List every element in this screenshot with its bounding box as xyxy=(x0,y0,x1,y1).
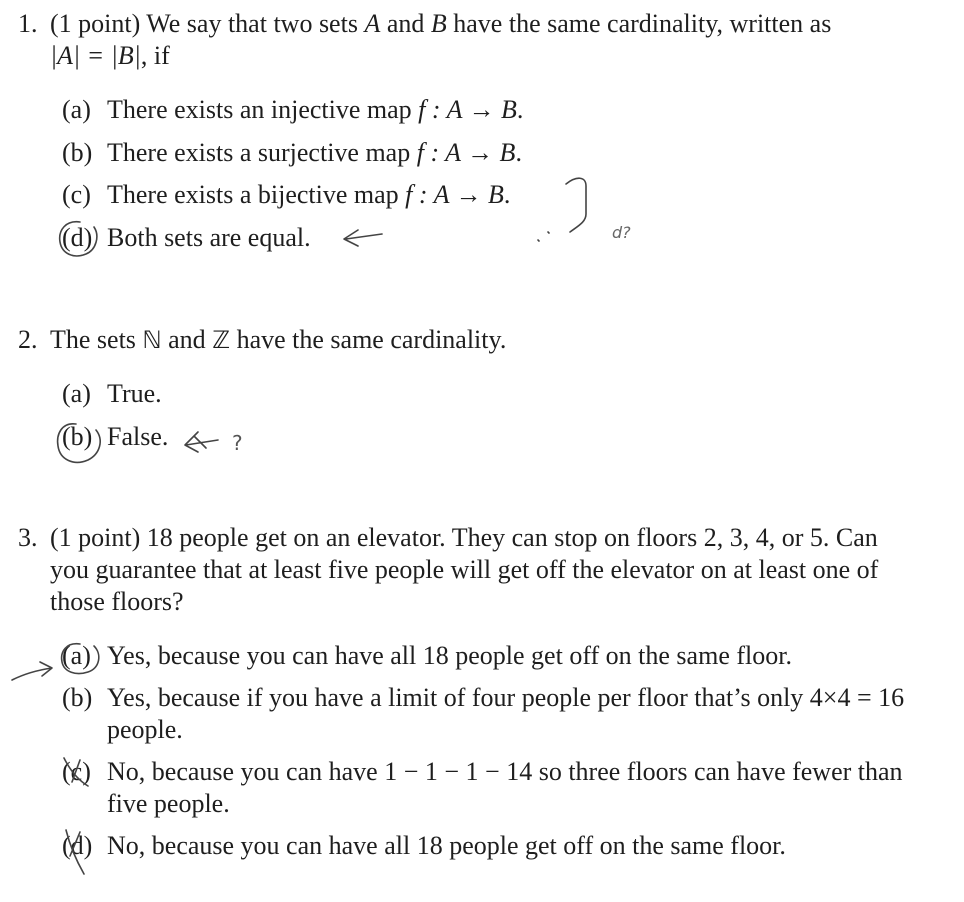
question-text: The sets ℕ and ℤ have the same cardinality. xyxy=(50,325,507,354)
q1-option-a[interactable]: (a) There exists an injective map f : A → B. xyxy=(62,95,524,124)
handwritten-side-note: d? xyxy=(612,223,631,242)
q3-option-a[interactable]: (a) Yes, because you can have all 18 people get off on the same floor. xyxy=(62,641,792,670)
option-label: (a) xyxy=(62,95,91,124)
q3-option-b[interactable]: (b) Yes, because if you have a limit of four people per floor that’s only 4×4 = 16 people. xyxy=(62,683,905,744)
integers-symbol: ℤ xyxy=(212,326,231,354)
question-number: 2. xyxy=(18,325,38,354)
option-label: (b) xyxy=(62,683,93,712)
question-3 xyxy=(18,522,943,618)
q3-option-d[interactable]: (d) No, because you can have all 18 people get off on the same floor. xyxy=(62,831,786,860)
question-text: (1 point) We say that two sets A and B have the same cardinality, written as |A| = |B|, if xyxy=(50,9,832,70)
cardinality-notation: |A| = |B| xyxy=(50,41,141,70)
naturals-symbol: ℕ xyxy=(142,326,162,354)
option-label-d: (d) xyxy=(62,831,93,860)
question-number: 1. xyxy=(18,9,38,38)
q1-option-c[interactable]: (c) There exists a bijective map f : A → B. xyxy=(62,180,511,209)
option-label: (a) xyxy=(62,641,91,670)
question-mark-annotation: ? xyxy=(232,431,243,455)
q3-option-c[interactable]: (c) No, because you can have 1 − 1 − 1 − 14 so three floors can have fewer than five people. xyxy=(62,757,903,818)
option-label: (c) xyxy=(62,180,91,209)
question-number: 3. xyxy=(18,523,38,552)
question-2 xyxy=(18,324,943,356)
option-label: (a) xyxy=(62,379,91,408)
q1-option-d[interactable]: (d) Both sets are equal. xyxy=(62,223,311,252)
option-label: (c) xyxy=(62,757,91,786)
arrow-mark-q3 xyxy=(12,662,52,680)
q1-option-b[interactable]: (b) There exists a surjective map f : A → B. xyxy=(62,138,522,167)
q2-option-a[interactable]: (a) True. xyxy=(62,379,162,408)
question-1 xyxy=(18,8,943,72)
q2-option-b[interactable]: (b) False. xyxy=(62,422,169,451)
option-label: (b) xyxy=(62,422,93,451)
question-text: (1 point) 18 people get on an elevator. They can stop on floors 2, 3, 4, or 5. Can you guarantee that at least five people will get off the elevator on at least one of those floors? xyxy=(50,523,879,616)
option-label: (d) xyxy=(62,223,93,252)
option-label: (b) xyxy=(62,138,93,167)
